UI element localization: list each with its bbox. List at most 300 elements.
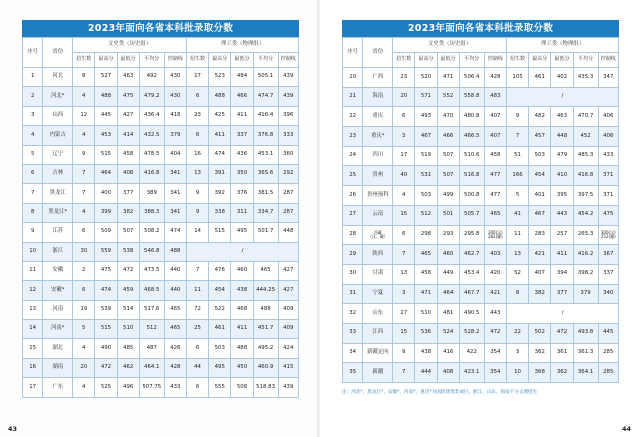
score-cell: 512 xyxy=(415,205,437,225)
score-cell: 41 xyxy=(506,205,528,225)
score-cell: 7 xyxy=(506,127,528,147)
score-cell: 517.6 xyxy=(139,300,164,319)
score-cell: 503 xyxy=(529,146,551,166)
score-cell: 6 xyxy=(186,339,208,358)
seq-cell: 27 xyxy=(343,205,363,225)
score-cell: 427 xyxy=(278,261,298,280)
score-cell: 4 xyxy=(73,339,95,358)
score-cell: 522 xyxy=(209,300,231,319)
score-cell: 367 xyxy=(598,245,618,265)
province-cell: 江西 xyxy=(363,323,393,343)
score-cell: 427 xyxy=(117,106,139,125)
province-cell: 黑龙江* xyxy=(43,203,73,222)
score-cell: 6 xyxy=(186,87,208,106)
score-cell: 492 xyxy=(139,68,164,87)
score-cell: 472 xyxy=(95,358,117,377)
score-cell: 382 xyxy=(529,284,551,304)
score-cell: 166 xyxy=(506,166,528,186)
seq-cell: 35 xyxy=(343,363,363,383)
score-cell: 421 xyxy=(529,245,551,265)
score-cell: 445 xyxy=(598,323,618,343)
score-cell: / xyxy=(506,304,618,324)
table-row xyxy=(23,203,299,222)
table-row xyxy=(343,127,619,147)
score-cell: 398.2 xyxy=(573,264,598,284)
seq-cell: 26 xyxy=(343,186,363,206)
province-cell: 广西 xyxy=(363,68,393,88)
score-cell: 465 xyxy=(164,300,186,319)
score-cell: 416.8 xyxy=(139,164,164,183)
wen-avg-header: 平均分 xyxy=(459,53,484,68)
score-cell: 475 xyxy=(598,205,618,225)
score-cell: 439 xyxy=(278,378,298,397)
score-cell: 453.4 xyxy=(459,264,484,284)
score-cell: 475 xyxy=(95,261,117,280)
score-cell: 474 xyxy=(95,281,117,300)
score-cell: 9 xyxy=(393,343,415,363)
score-cell: 414 xyxy=(117,126,139,145)
score-cell: 495 xyxy=(209,358,231,377)
footnote: 注：河北*、黑龙江*、安徽*、河南*、重庆*为国防建筑类项目，浙江、山东、海南不分文理招生 xyxy=(342,390,538,395)
score-cell: 525 xyxy=(95,378,117,397)
score-cell: 15 xyxy=(393,205,415,225)
score-cell: 514 xyxy=(117,300,139,319)
right-page xyxy=(320,0,639,437)
score-cell: 7 xyxy=(186,261,208,280)
li-quota-header: 招生数 xyxy=(186,53,208,68)
score-cell: 5 xyxy=(73,320,95,339)
province-cell: 河南 xyxy=(43,300,73,319)
score-cell: 368 xyxy=(529,363,551,383)
score-cell: 467 xyxy=(415,127,437,147)
score-cell: 472 xyxy=(117,261,139,280)
score-cell: 2 xyxy=(73,261,95,280)
score-cell: 394 xyxy=(551,264,573,284)
score-cell: 490.5 xyxy=(459,304,484,324)
province-header: 省份 xyxy=(43,38,73,68)
score-cell: 559 xyxy=(95,242,117,261)
score-cell: 298 xyxy=(415,225,437,245)
province-cell: 湖北 xyxy=(43,339,73,358)
score-cell: 3 xyxy=(393,127,415,147)
score-cell: 341 xyxy=(164,203,186,222)
wen-quota-header: 招生数 xyxy=(393,53,415,68)
score-cell: 465 xyxy=(484,205,506,225)
score-cell: 361 xyxy=(551,343,573,363)
score-cell: 20 xyxy=(393,87,415,107)
score-cell: 475 xyxy=(117,87,139,106)
score-cell: 552 xyxy=(437,87,459,107)
score-cell: 451.7 xyxy=(253,320,278,339)
province-cell: 甘肃 xyxy=(363,264,393,284)
score-cell: 433 xyxy=(598,146,618,166)
table-row xyxy=(343,284,619,304)
score-cell: 448 xyxy=(551,127,573,147)
score-cell: 408 xyxy=(437,363,459,383)
score-cell: 391 xyxy=(209,164,231,183)
right-score-sheet xyxy=(342,20,619,395)
score-cell: 105 xyxy=(506,68,528,88)
score-cell: 409 xyxy=(278,320,298,339)
province-cell: 重庆 xyxy=(363,107,393,127)
table-row xyxy=(343,225,619,245)
seq-cell: 11 xyxy=(23,261,43,280)
seq-cell: 7 xyxy=(23,184,43,203)
score-cell: 265.3 xyxy=(573,225,598,245)
score-cell: 477 xyxy=(484,166,506,186)
score-cell: 471 xyxy=(415,284,437,304)
score-cell: 505.7 xyxy=(459,205,484,225)
score-cell: 6 xyxy=(393,107,415,127)
score-cell: 371 xyxy=(598,166,618,186)
score-cell: 407 xyxy=(484,107,506,127)
score-cell: 395 xyxy=(551,186,573,206)
score-cell: 485.3 xyxy=(573,146,598,166)
score-cell: 531 xyxy=(415,166,437,186)
score-cell: 519 xyxy=(415,146,437,166)
score-cell: 470 xyxy=(437,107,459,127)
province-cell: 广东 xyxy=(43,378,73,397)
score-cell: 466 xyxy=(437,127,459,147)
province-cell: 安徽* xyxy=(43,281,73,300)
score-cell: 520 xyxy=(415,68,437,88)
score-cell: 17 xyxy=(186,68,208,87)
score-cell: 499 xyxy=(437,186,459,206)
table-row xyxy=(343,323,619,343)
score-cell: 350 xyxy=(231,164,253,183)
score-cell: 501 xyxy=(437,205,459,225)
left-table-title: 2023年面向各省本科批录取分数 xyxy=(22,20,299,37)
score-cell: 401 xyxy=(529,186,551,206)
score-cell: 411 xyxy=(231,320,253,339)
li-max-header: 最高分 xyxy=(529,53,551,68)
score-cell: 5 xyxy=(506,186,528,206)
seq-cell: 29 xyxy=(343,245,363,265)
table-row xyxy=(23,223,299,242)
score-cell: 481 xyxy=(437,304,459,324)
seq-cell: 15 xyxy=(23,339,43,358)
score-cell: 411 xyxy=(551,245,573,265)
score-cell: 334.7 xyxy=(253,203,278,222)
table-row xyxy=(23,358,299,377)
score-cell: 488 xyxy=(95,87,117,106)
score-cell: 508.2 xyxy=(139,223,164,242)
score-cell: 465 xyxy=(415,245,437,265)
score-cell: 510 xyxy=(117,320,139,339)
score-cell: 25 xyxy=(186,320,208,339)
score-cell: 9 xyxy=(73,145,95,164)
score-cell: 435.3 xyxy=(573,68,598,88)
province-cell: 江苏 xyxy=(43,223,73,242)
score-cell: 11 xyxy=(186,281,208,300)
score-cell: 495 xyxy=(231,223,253,242)
seq-cell: 4 xyxy=(23,126,43,145)
score-cell: 461 xyxy=(529,68,551,88)
score-cell: 512 xyxy=(139,320,164,339)
score-cell: 438 xyxy=(415,343,437,363)
score-cell: 415 xyxy=(278,358,298,377)
score-cell: 536 xyxy=(415,323,437,343)
province-cell: 河南* xyxy=(43,320,73,339)
province-cell: 贵州 xyxy=(363,166,393,186)
score-cell: 283 xyxy=(529,225,551,245)
seq-cell: 9 xyxy=(23,223,43,242)
score-cell: 388.3 xyxy=(139,203,164,222)
wen-header: 文史类（历史组） xyxy=(73,38,187,53)
province-cell: 山西 xyxy=(43,106,73,125)
score-cell: 488 xyxy=(164,242,186,261)
score-cell: 495.2 xyxy=(253,339,278,358)
score-cell: 462 xyxy=(117,358,139,377)
table-row xyxy=(23,281,299,300)
score-cell: 362 xyxy=(529,343,551,363)
score-cell: 433 xyxy=(164,378,186,397)
score-cell: 503 xyxy=(209,339,231,358)
seq-cell: 1 xyxy=(23,68,43,87)
score-cell: 460 xyxy=(437,245,459,265)
wen-line-header: 控制线 xyxy=(484,53,506,68)
seq-cell: 13 xyxy=(23,300,43,319)
score-cell: 479.2 xyxy=(139,87,164,106)
score-cell: 360 xyxy=(278,145,298,164)
score-cell: 515 xyxy=(95,145,117,164)
score-cell: 416.4 xyxy=(253,106,278,125)
score-cell: 392 xyxy=(209,184,231,203)
score-cell: 458 xyxy=(415,264,437,284)
score-cell: 474.7 xyxy=(253,87,278,106)
score-cell: 362 xyxy=(551,363,573,383)
score-cell: 427 xyxy=(278,281,298,300)
table-row xyxy=(23,87,299,106)
score-cell: 399 xyxy=(95,203,117,222)
score-cell: 292 xyxy=(278,164,298,183)
score-cell: 460 xyxy=(231,261,253,280)
score-cell: 418 xyxy=(164,106,186,125)
score-cell: 411 xyxy=(231,106,253,125)
table-row xyxy=(343,186,619,206)
table-row xyxy=(23,106,299,125)
table-row xyxy=(23,339,299,358)
score-cell: 528.2 xyxy=(459,323,484,343)
score-cell: 484 xyxy=(231,68,253,87)
score-cell: 558.8 xyxy=(459,87,484,107)
score-cell: 450 xyxy=(231,358,253,377)
score-cell: 454.2 xyxy=(573,205,598,225)
table-row xyxy=(23,184,299,203)
score-cell: 287 xyxy=(278,203,298,222)
score-cell: 8 xyxy=(506,284,528,304)
score-cell: 402 xyxy=(551,68,573,88)
score-cell: 467.7 xyxy=(459,284,484,304)
score-cell: 440 xyxy=(164,261,186,280)
score-cell: 364.1 xyxy=(573,363,598,383)
score-cell: 488 xyxy=(253,300,278,319)
score-cell: 465 xyxy=(164,320,186,339)
score-cell: 454 xyxy=(209,281,231,300)
score-cell: 311 xyxy=(231,203,253,222)
score-cell: 287 xyxy=(278,184,298,203)
score-cell: 496 xyxy=(117,378,139,397)
table-row xyxy=(343,146,619,166)
score-cell: 463 xyxy=(117,68,139,87)
seq-cell: 8 xyxy=(23,203,43,222)
province-cell: 内蒙古 xyxy=(43,126,73,145)
score-cell: 72 xyxy=(186,300,208,319)
score-cell: 365.6 xyxy=(253,164,278,183)
score-cell: 376 xyxy=(231,184,253,203)
score-cell: 416 xyxy=(437,343,459,363)
score-cell: 10 xyxy=(506,363,528,383)
score-cell: 7 xyxy=(73,164,95,183)
score-cell: 9 xyxy=(186,203,208,222)
score-cell: 432.5 xyxy=(139,126,164,145)
score-cell: 341 xyxy=(164,184,186,203)
province-cell: 新疆 xyxy=(363,363,393,383)
score-cell: 411 xyxy=(209,126,231,145)
score-cell: 439 xyxy=(278,68,298,87)
score-cell: 300(汉) 282(藏) xyxy=(484,225,506,245)
score-cell: 7 xyxy=(393,363,415,383)
score-cell: 458 xyxy=(117,145,139,164)
score-cell: 408 xyxy=(117,164,139,183)
score-cell: 6 xyxy=(186,378,208,397)
score-cell: 14 xyxy=(186,223,208,242)
seq-cell: 3 xyxy=(23,106,43,125)
seq-cell: 6 xyxy=(23,164,43,183)
province-cell: 宁夏 xyxy=(363,284,393,304)
score-cell: 443 xyxy=(551,205,573,225)
province-cell: 浙江 xyxy=(43,242,73,261)
seq-cell: 25 xyxy=(343,166,363,186)
score-cell: 420 xyxy=(484,264,506,284)
score-cell: 379 xyxy=(573,284,598,304)
score-cell: 518.83 xyxy=(253,378,278,397)
score-cell: 508 xyxy=(231,378,253,397)
seq-cell: 16 xyxy=(23,358,43,377)
score-cell: 468.5 xyxy=(139,281,164,300)
score-cell: 471 xyxy=(437,68,459,88)
score-cell: 338 xyxy=(209,203,231,222)
score-cell: 389 xyxy=(139,184,164,203)
score-cell: 487 xyxy=(139,339,164,358)
score-cell: 13 xyxy=(393,264,415,284)
score-cell: 354 xyxy=(484,343,506,363)
score-cell: 459 xyxy=(117,281,139,300)
wen-line-header: 控制线 xyxy=(164,53,186,68)
score-cell: 510 xyxy=(415,304,437,324)
seq-header: 序号 xyxy=(23,38,43,68)
seq-cell: 21 xyxy=(343,87,363,107)
province-cell: 湖南 xyxy=(43,358,73,377)
table-row xyxy=(23,145,299,164)
seq-header: 序号 xyxy=(343,38,363,68)
score-cell: 538 xyxy=(117,242,139,261)
score-cell: 461 xyxy=(209,320,231,339)
score-cell: 13 xyxy=(186,164,208,183)
table-row xyxy=(23,68,299,87)
score-cell: 430 xyxy=(164,68,186,87)
score-cell: 295.8 xyxy=(459,225,484,245)
score-cell: 396 xyxy=(278,106,298,125)
score-cell: 423.1 xyxy=(459,363,484,383)
score-cell: 422 xyxy=(459,343,484,363)
li-max-header: 最高分 xyxy=(209,53,231,68)
score-cell: 464 xyxy=(437,284,459,304)
right-table-title: 2023年面向各省本科批录取分数 xyxy=(342,20,619,37)
score-cell: 438 xyxy=(231,281,253,300)
score-cell: 426 xyxy=(164,339,186,358)
score-cell: 381.5 xyxy=(253,184,278,203)
score-cell: 430 xyxy=(164,87,186,106)
seq-cell: 14 xyxy=(23,320,43,339)
score-cell: 464 xyxy=(95,164,117,183)
li-header: 理工类（物理组） xyxy=(186,38,298,53)
score-cell: 488 xyxy=(209,87,231,106)
wen-header: 文史类（历史组） xyxy=(393,38,507,53)
score-cell: 424 xyxy=(278,339,298,358)
score-cell: 337 xyxy=(598,264,618,284)
table-row xyxy=(343,343,619,363)
li-line-header: 控制线 xyxy=(278,53,298,68)
score-cell: 52 xyxy=(506,264,528,284)
score-cell: 539 xyxy=(95,300,117,319)
table-row xyxy=(343,68,619,88)
seq-cell: 5 xyxy=(23,145,43,164)
score-cell: 11 xyxy=(506,225,528,245)
score-cell: 460.9 xyxy=(253,358,278,377)
score-cell: 9 xyxy=(186,184,208,203)
score-cell: 436.4 xyxy=(139,106,164,125)
seq-cell: 17 xyxy=(23,378,43,397)
table-row xyxy=(343,205,619,225)
province-cell: 黑龙江 xyxy=(43,184,73,203)
score-cell: 337 xyxy=(231,126,253,145)
score-cell: 506.4 xyxy=(459,68,484,88)
seq-cell: 22 xyxy=(343,107,363,127)
score-cell: 377 xyxy=(117,184,139,203)
table-row xyxy=(23,300,299,319)
score-cell: 406 xyxy=(598,107,618,127)
score-cell: 6 xyxy=(393,225,415,245)
score-cell: 22 xyxy=(506,323,528,343)
wen-avg-header: 平均分 xyxy=(139,53,164,68)
score-cell: 407 xyxy=(484,127,506,147)
score-cell: 4 xyxy=(73,203,95,222)
score-cell: 436 xyxy=(231,145,253,164)
score-cell: 400 xyxy=(95,184,117,203)
left-score-sheet xyxy=(22,20,299,398)
score-cell: 23 xyxy=(186,106,208,125)
table-row xyxy=(343,245,619,265)
table-row xyxy=(343,107,619,127)
province-header: 省份 xyxy=(363,38,393,68)
score-cell: 16 xyxy=(186,145,208,164)
score-cell: 501.7 xyxy=(253,223,278,242)
score-cell: 444 xyxy=(415,363,437,383)
score-cell: 458 xyxy=(484,146,506,166)
score-cell: 406 xyxy=(598,127,618,147)
score-cell: 464.1 xyxy=(139,358,164,377)
score-cell: 8 xyxy=(73,68,95,87)
score-cell: 478.5 xyxy=(139,145,164,164)
score-cell: 371 xyxy=(598,186,618,206)
score-cell: 443 xyxy=(484,304,506,324)
score-cell: 510.6 xyxy=(459,146,484,166)
score-cell: 9 xyxy=(506,107,528,127)
score-cell: 445 xyxy=(95,106,117,125)
score-cell: 404 xyxy=(164,145,186,164)
score-cell: 51 xyxy=(506,146,528,166)
